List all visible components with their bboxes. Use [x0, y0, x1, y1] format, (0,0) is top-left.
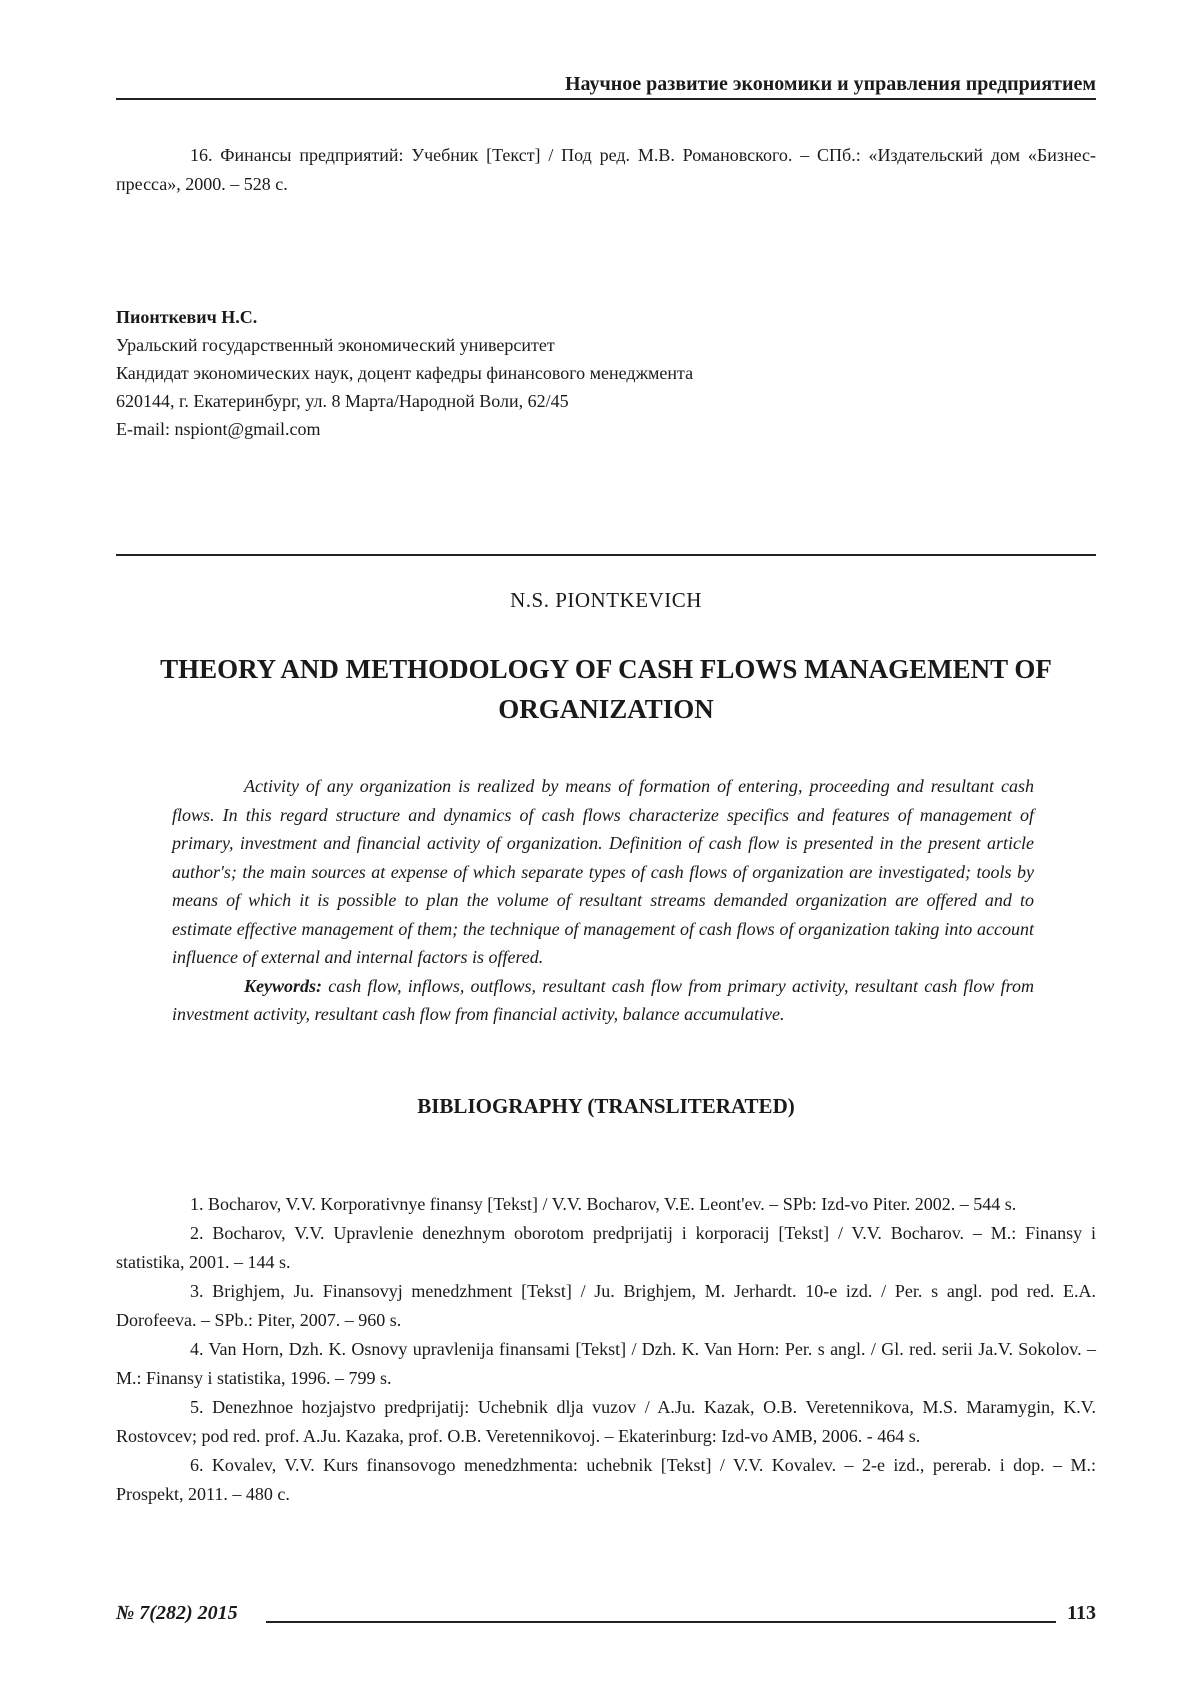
author-affiliation: Уральский государственный экономический университет [116, 335, 555, 355]
author-name-ru: Пионткевич Н.С. [116, 307, 258, 327]
bibliography-item: 5. Denezhnoe hozjajstvo predprijatij: Uchebnik dlja vuzov / A.Ju. Kazak, O.B. Veretennikova, M.S. Maramygin, K.V. Rostovcev; pod red. prof. A.Ju. Kazaka, prof. O.B. Veretennikovoj. – Ekaterinburg: Izd-vo AMB, 2006. - 464 s. [116, 1397, 1096, 1446]
footer-rule [266, 1621, 1056, 1623]
author-position: Кандидат экономических наук, доцент кафедры финансового менеджмента [116, 363, 694, 383]
bibliography-item: 4. Van Horn, Dzh. K. Osnovy upravlenija finansami [Tekst] / Dzh. K. Van Horn: Per. s angl. / Gl. red. serii Ja.V. Sokolov. – M.: Finansy i statistika, 1996. – 799 s. [116, 1339, 1096, 1388]
author-email: E-mail: nspiont@gmail.com [116, 419, 321, 439]
article-title: THEORY AND METHODOLOGY OF CASH FLOWS MANAGEMENT OF ORGANIZATION [160, 654, 1052, 724]
section-separator-rule [116, 554, 1096, 556]
keywords-paragraph [172, 972, 1034, 1029]
bibliography-heading: BIBLIOGRAPHY (TRANSLITERATED) [417, 1094, 795, 1118]
bibliography-list [116, 1190, 1096, 1509]
running-header-title: Научное развитие экономики и управления предприятием [564, 73, 1096, 95]
bibliography-item: 2. Bocharov, V.V. Upravlenie denezhnym oborotom predprijatij i korporacij [Tekst] / V.V. Bocharov. – M.: Finansy i statistika, 2001. – 144 s. [116, 1223, 1096, 1272]
keywords-text: cash flow, inflows, outflows, resultant cash flow from primary activity, resultant cash flow from investment activity, resultant cash flow from financial activity, balance accumulative. [172, 975, 1034, 1024]
author-name-en: N.S. PIONTKEVICH [510, 588, 702, 612]
page-number: 113 [1067, 1602, 1096, 1624]
keywords-label: Keywords: [244, 975, 322, 996]
bibliography-item: 6. Kovalev, V.V. Kurs finansovogo menedzhmenta: uchebnik [Tekst] / V.V. Kovalev. – 2-e izd., pererab. i dop. – M.: Prospekt, 2011. – 480 c. [116, 1455, 1096, 1504]
author-info-block [116, 303, 1096, 443]
footer-issue-number: № 7(282) 2015 [116, 1602, 238, 1624]
abstract-text: Activity of any organization is realized by means of formation of entering, proceeding and resultant cash flows. In this regard structure and dynamics of cash flows characterize specifics and features of management of primary, investment and financial activity of organization. Definition of cash flow is presented in the present article author's; the main sources at expense of which separate types of cash flows of organization are investigated; tools by means of which it is possible to plan the volume of resultant streams demanded organization are offered and to estimate effective management of them; the technique of management of cash flows of organization taking into account influence of external and internal factors is offered. [172, 776, 1034, 967]
abstract-block [172, 772, 1034, 1029]
previous-reference-16: 16. Финансы предприятий: Учебник [Текст] / Под ред. М.В. Романовского. – СПб.: «Издательский дом «Бизнес-пресса», 2000. – 528 с. [116, 145, 1096, 194]
bibliography-item: 1. Bocharov, V.V. Korporativnye finansy [Tekst] / V.V. Bocharov, V.E. Leont'ev. – SPb: Izd-vo Piter. 2002. – 544 s. [190, 1194, 1017, 1214]
bibliography-item: 3. Brighjem, Ju. Finansovyj menedzhment [Tekst] / Ju. Brighjem, M. Jerhardt. 10-e izd. / Per. s angl. pod red. E.A. Dorofeeva. – SPb.: Piter, 2007. – 960 s. [116, 1281, 1096, 1330]
author-address: 620144, г. Екатеринбург, ул. 8 Марта/Народной Воли, 62/45 [116, 391, 569, 411]
header-rule [116, 98, 1096, 100]
